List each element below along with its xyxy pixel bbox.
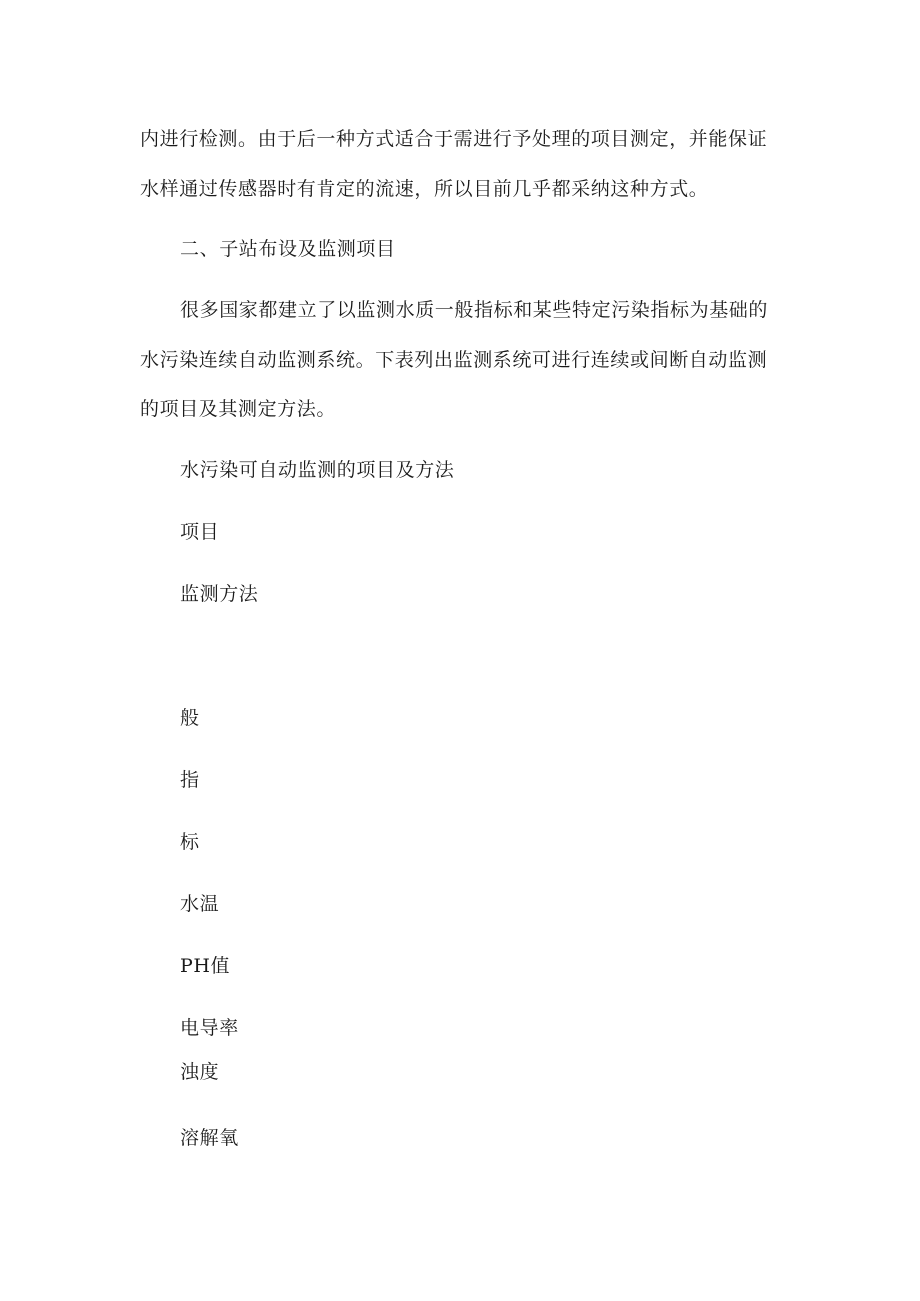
item-water-temperature: 水温 (180, 893, 220, 915)
table-header-method: 监测方法 (180, 583, 259, 605)
table-header-item: 项目 (180, 521, 220, 543)
item-dissolved-oxygen: 溶解氧 (180, 1127, 239, 1149)
section-heading: 二、子站布设及监测项目 (180, 238, 396, 260)
paragraph-2-line-3: 的项目及其测定方法。 (140, 398, 337, 420)
item-conductivity: 电导率 (180, 1017, 239, 1039)
paragraph-2-line-1: 很多国家都建立了以监测水质一般指标和某些特定污染指标为基础的 (180, 299, 769, 321)
item-turbidity: 浊度 (180, 1061, 220, 1083)
table-title: 水污染可自动监测的项目及方法 (180, 459, 455, 481)
category-char: 般 (180, 707, 200, 729)
category-char: 标 (180, 831, 200, 853)
category-char: 指 (180, 769, 200, 791)
item-ph-value: PH值 (180, 955, 231, 977)
paragraph-2-line-2: 水污染连续自动监测系统。下表列出监测系统可进行连续或间断自动监测 (140, 349, 768, 371)
paragraph-1-line-1: 内进行检测。由于后一种方式适合于需进行予处理的项目测定，并能保证 (140, 128, 768, 150)
paragraph-1-line-2: 水样通过传感器时有肯定的流速，所以目前几乎都采纳这种方式。 (140, 178, 709, 200)
